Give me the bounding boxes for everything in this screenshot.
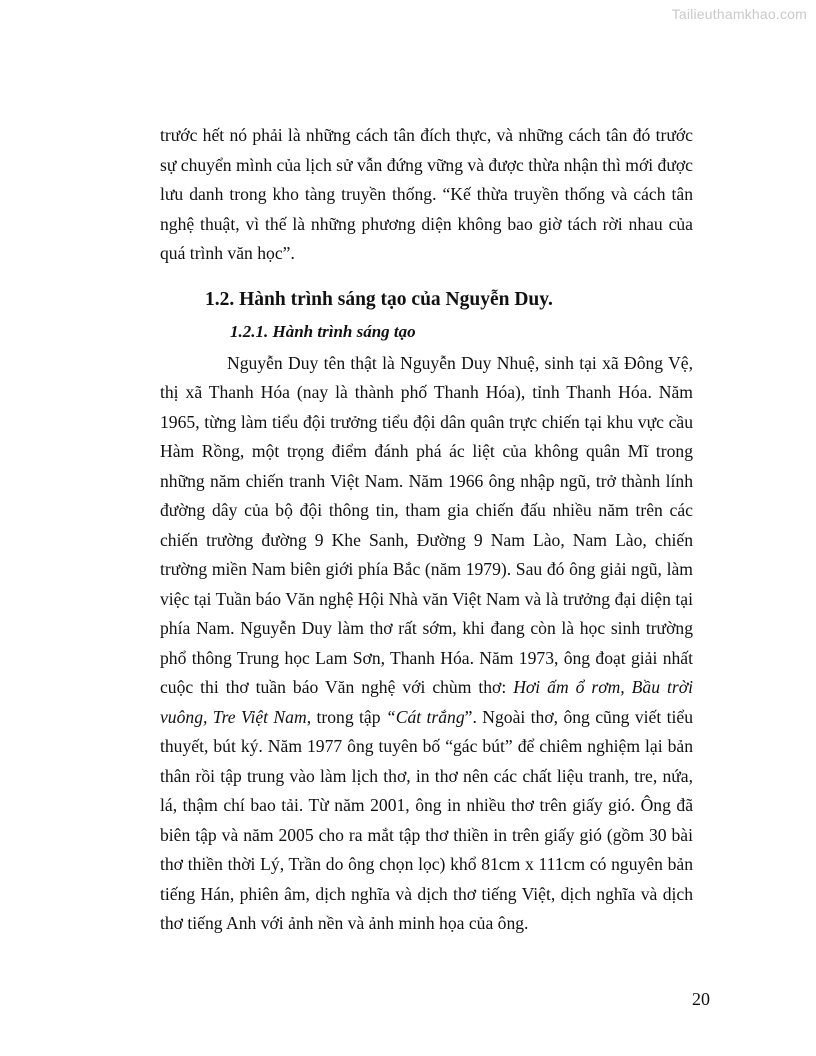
collection-title: “Cát trắng (385, 706, 465, 727)
subsection-heading: 1.2.1. Hành trình sáng tạo (230, 321, 416, 341)
body-text-part1: Nguyễn Duy tên thật là Nguyễn Duy Nhuệ, sinh tại xã Đông Vệ, thị xã Thanh Hóa (nay là thành phố Thanh Hóa), tỉnh Thanh Hóa. Năm 1965, từng làm tiểu đội trưởng tiểu đội dân quân trực chiến tại khu vực cầu Hàm Rồng, một trọng điểm đánh phá ác liệt của không quân Mĩ trong những năm chiến tranh Việt Nam. Năm 1966 ông nhập ngũ, trở thành lính đường dây của bộ đội thông tin, tham gia chiến đấu nhiều năm trên các chiến trường đường 9 Khe Sanh, Đường 9 Nam Lào, Nam Lào, chiến trường miền Nam biên giới phía Bắc (năm 1979). Sau đó ông giải ngũ, làm việc tại Tuần báo Văn nghệ Hội Nhà văn Việt Nam và là trưởng đại diện tại phía Nam. Nguyễn Duy làm thơ rất sớm, khi đang còn là học sinh trường phổ thông Trung học Lam Sơn, Thanh Hóa. Năm 1973, ông đoạt giải nhất cuộc thi thơ tuần báo Văn nghệ với chùm thơ: (160, 352, 693, 697)
body-text-part2: , trong tập (306, 706, 386, 727)
section-heading: 1.2. Hành trình sáng tạo của Nguyễn Duy. (205, 288, 553, 310)
page-content (160, 121, 693, 939)
poem-titles: Hơi ấm ổ rơm, Bầu trời vuông, Tre Việt Nam (160, 677, 693, 727)
page-number: 20 (692, 989, 710, 1009)
body-text-part3: ”. Ngoài thơ, ông cũng viết tiểu thuyết, bút ký. Năm 1977 ông tuyên bố “gác bút” để chiêm nghiệm lại bản thân rồi tập trung vào làm lịch thơ, in thơ nên các chất liệu tranh, tre, nứa, lá, thậm chí bao tải. Từ năm 2001, ông in nhiều thơ trên giấy gió. Ông đã biên tập và năm 2005 cho ra mắt tập thơ thiền in trên giấy gió (gồm 30 bài thơ thiền thời Lý, Trần do ông chọn lọc) khổ 81cm x 111cm có nguyên bản tiếng Hán, phiên âm, dịch nghĩa và dịch thơ tiếng Việt, dịch nghĩa và dịch thơ tiếng Anh với ảnh nền và ảnh minh họa của ông. (160, 706, 693, 933)
intro-paragraph: trước hết nó phải là những cách tân đích thực, và những cách tân đó trước sự chuyển mình của lịch sử vẫn đứng vững và được thừa nhận thì mới được lưu danh trong kho tàng truyền thống. “Kế thừa truyền thống và cách tân nghệ thuật, vì thế là những phương diện không bao giờ tách rời nhau của quá trình văn học”. (160, 125, 693, 263)
body-paragraph (160, 349, 693, 939)
watermark: Tailieuthamkhao.com (671, 6, 807, 22)
